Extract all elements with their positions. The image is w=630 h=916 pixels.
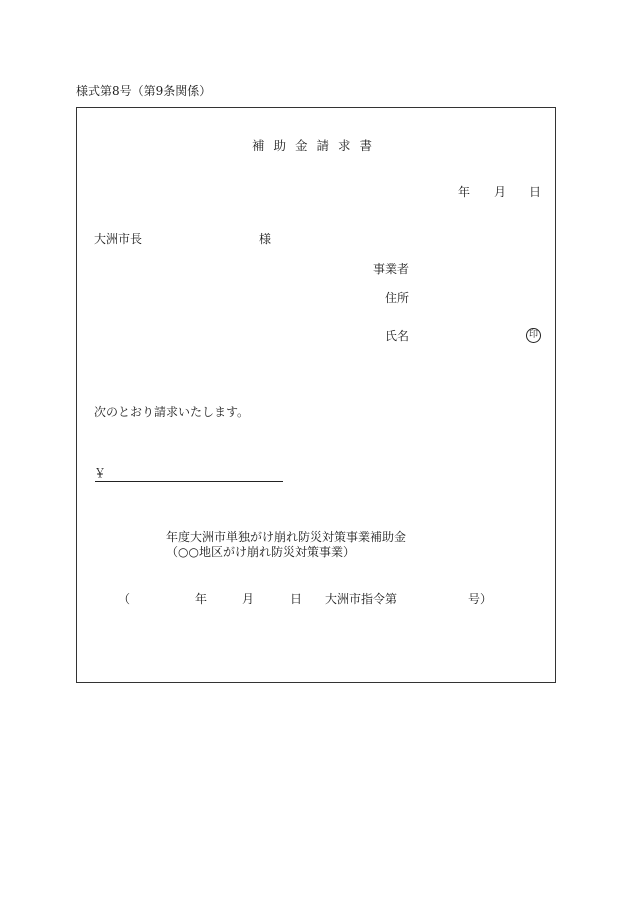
- applicant-name-label: 氏名: [385, 329, 410, 343]
- amount-underline: [95, 481, 283, 482]
- addressee-name: 大洲市長: [94, 232, 143, 246]
- reference-directive-label: 大洲市指令第: [325, 592, 398, 606]
- date-month-label: 月: [494, 185, 507, 199]
- reference-year-label: 年: [195, 592, 208, 606]
- subsidy-name-line1: 年度大洲市単独がけ崩れ防災対策事業補助金: [166, 530, 407, 544]
- seal-mark: 印: [526, 328, 541, 343]
- subsidy-name-line2: （○○地区がけ崩れ防災対策事業）: [166, 545, 355, 559]
- reference-day-label: 日: [290, 592, 303, 606]
- reference-month-label: 月: [242, 592, 255, 606]
- date-year-label: 年: [458, 185, 471, 199]
- reference-open-paren: （: [118, 592, 131, 606]
- form-number: 様式第8号（第9条関係）: [76, 84, 212, 98]
- request-text: 次のとおり請求いたします。: [94, 405, 250, 419]
- reference-number-suffix: 号）: [468, 592, 493, 606]
- addressee-honorific: 様: [259, 232, 272, 246]
- applicant-section-label: 事業者: [373, 262, 410, 276]
- document-title: 補助金請求書: [252, 138, 382, 153]
- applicant-address-label: 住所: [385, 291, 410, 305]
- amount-symbol: ￥: [94, 466, 107, 480]
- date-day-label: 日: [529, 185, 542, 199]
